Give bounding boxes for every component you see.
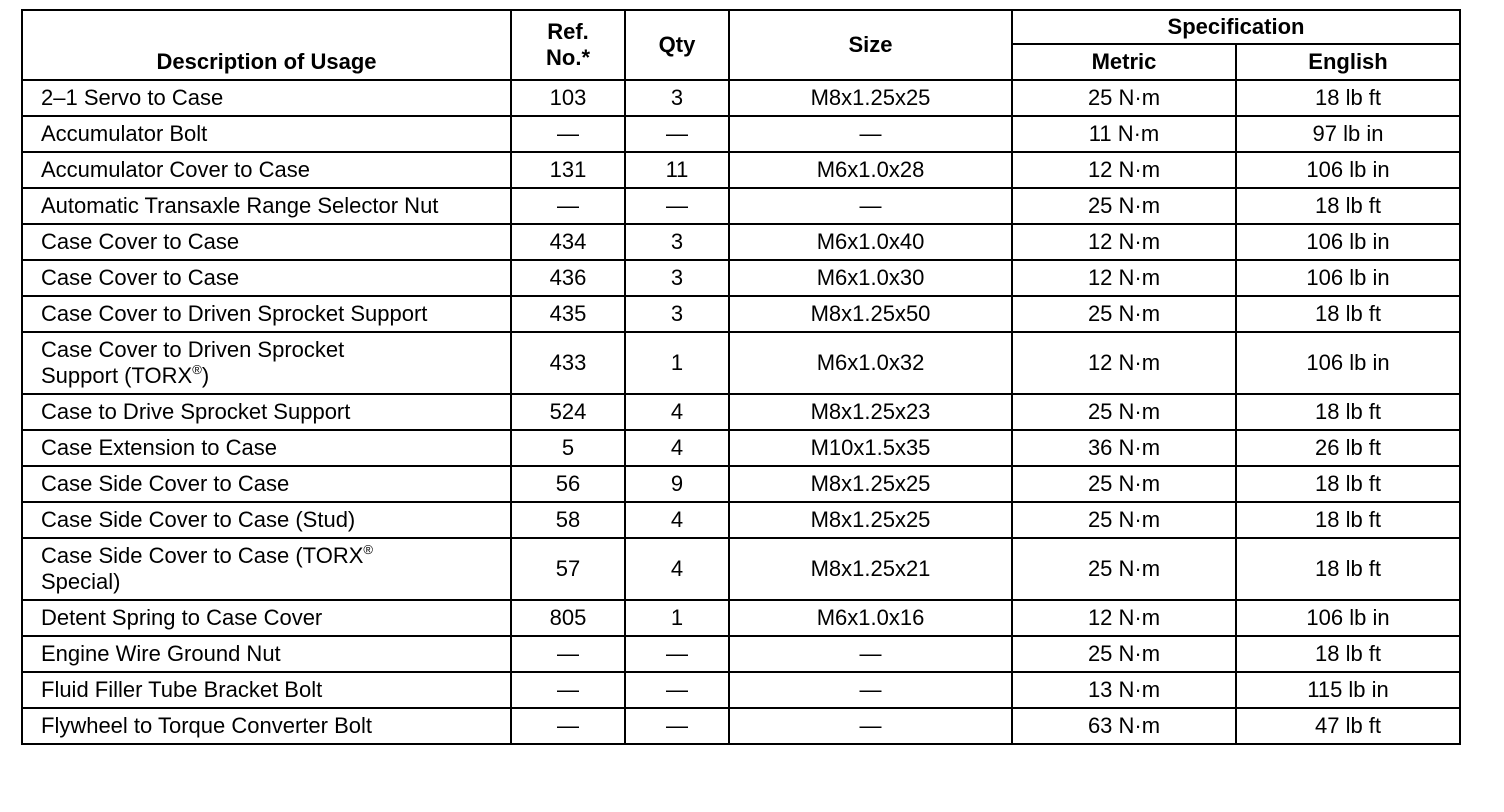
cell-qty: 3 (625, 80, 729, 116)
cell-qty: 1 (625, 332, 729, 394)
cell-qty: — (625, 188, 729, 224)
cell-size: M6x1.0x32 (729, 332, 1012, 394)
cell-metric: 12 N·m (1012, 260, 1236, 296)
header-ref-line1: Ref. (547, 19, 589, 44)
cell-description: Case Cover to Case (22, 260, 511, 296)
cell-ref: 433 (511, 332, 625, 394)
cell-size: — (729, 116, 1012, 152)
cell-metric: 25 N·m (1012, 502, 1236, 538)
table-row (22, 332, 1460, 394)
table-row (22, 394, 1460, 430)
cell-metric: 25 N·m (1012, 188, 1236, 224)
cell-size: — (729, 636, 1012, 672)
cell-english: 106 lb in (1236, 224, 1460, 260)
description-line1: Case Cover to Driven Sprocket (41, 337, 345, 362)
cell-metric: 12 N·m (1012, 332, 1236, 394)
cell-metric: 25 N·m (1012, 80, 1236, 116)
cell-qty: 4 (625, 502, 729, 538)
cell-ref: — (511, 708, 625, 744)
cell-english: 106 lb in (1236, 600, 1460, 636)
cell-ref: 5 (511, 430, 625, 466)
cell-ref: — (511, 188, 625, 224)
registered-mark: ® (192, 362, 202, 377)
table-row (22, 260, 1460, 296)
cell-qty: 3 (625, 224, 729, 260)
cell-ref: 435 (511, 296, 625, 332)
cell-description: Accumulator Bolt (22, 116, 511, 152)
cell-description: Detent Spring to Case Cover (22, 600, 511, 636)
cell-ref: — (511, 672, 625, 708)
cell-qty: 9 (625, 466, 729, 502)
description-line2: Support (TORX (41, 363, 193, 388)
table-row (22, 188, 1460, 224)
cell-size: M8x1.25x50 (729, 296, 1012, 332)
cell-english: 26 lb ft (1236, 430, 1460, 466)
cell-english: 18 lb ft (1236, 394, 1460, 430)
cell-size: M8x1.25x21 (729, 538, 1012, 600)
table-row (22, 636, 1460, 672)
cell-english: 106 lb in (1236, 260, 1460, 296)
table-row (22, 80, 1460, 116)
header-specification: Specification (1012, 10, 1460, 44)
cell-size: — (729, 188, 1012, 224)
cell-description: Flywheel to Torque Converter Bolt (22, 708, 511, 744)
cell-size: M10x1.5x35 (729, 430, 1012, 466)
cell-size: M8x1.25x25 (729, 502, 1012, 538)
cell-qty: — (625, 672, 729, 708)
table-row (22, 600, 1460, 636)
cell-description (22, 538, 511, 600)
cell-ref: — (511, 116, 625, 152)
cell-qty: 3 (625, 296, 729, 332)
table-row (22, 224, 1460, 260)
cell-qty: 3 (625, 260, 729, 296)
cell-ref: 805 (511, 600, 625, 636)
cell-description: Case Side Cover to Case (22, 466, 511, 502)
table-row (22, 152, 1460, 188)
cell-english: 115 lb in (1236, 672, 1460, 708)
cell-english: 97 lb in (1236, 116, 1460, 152)
cell-english: 18 lb ft (1236, 636, 1460, 672)
cell-description: Case Cover to Driven Sprocket Support (22, 296, 511, 332)
cell-qty: — (625, 116, 729, 152)
cell-metric: 12 N·m (1012, 152, 1236, 188)
header-ref-line2: No.* (546, 45, 590, 70)
header-metric: Metric (1012, 44, 1236, 80)
cell-english: 18 lb ft (1236, 502, 1460, 538)
cell-description: Automatic Transaxle Range Selector Nut (22, 188, 511, 224)
cell-description: Case to Drive Sprocket Support (22, 394, 511, 430)
cell-size: — (729, 672, 1012, 708)
cell-metric: 25 N·m (1012, 636, 1236, 672)
cell-description: Engine Wire Ground Nut (22, 636, 511, 672)
cell-ref: 57 (511, 538, 625, 600)
table-row (22, 430, 1460, 466)
description-end: ) (201, 363, 210, 388)
cell-ref: 131 (511, 152, 625, 188)
cell-metric: 25 N·m (1012, 538, 1236, 600)
header-english: English (1236, 44, 1460, 80)
cell-ref: 436 (511, 260, 625, 296)
cell-size: — (729, 708, 1012, 744)
cell-metric: 11 N·m (1012, 116, 1236, 152)
cell-description: Case Side Cover to Case (Stud) (22, 502, 511, 538)
cell-qty: 4 (625, 394, 729, 430)
cell-metric: 12 N·m (1012, 224, 1236, 260)
description-line2: Special) (41, 569, 121, 594)
cell-english: 18 lb ft (1236, 538, 1460, 600)
cell-qty: 11 (625, 152, 729, 188)
table-row (22, 538, 1460, 600)
header-size: Size (729, 10, 1012, 80)
header-row (22, 10, 1460, 44)
header-description: Description of Usage (22, 10, 511, 80)
cell-metric: 63 N·m (1012, 708, 1236, 744)
table-row (22, 296, 1460, 332)
cell-size: M6x1.0x30 (729, 260, 1012, 296)
cell-qty: — (625, 708, 729, 744)
cell-description: Case Extension to Case (22, 430, 511, 466)
header-qty: Qty (625, 10, 729, 80)
cell-description: 2–1 Servo to Case (22, 80, 511, 116)
cell-english: 106 lb in (1236, 152, 1460, 188)
cell-qty: — (625, 636, 729, 672)
cell-qty: 4 (625, 430, 729, 466)
fastener-spec-table (21, 9, 1461, 745)
cell-ref: — (511, 636, 625, 672)
cell-english: 47 lb ft (1236, 708, 1460, 744)
description-line1: Case Side Cover to Case (TORX (41, 543, 364, 568)
cell-qty: 1 (625, 600, 729, 636)
cell-ref: 56 (511, 466, 625, 502)
cell-ref: 434 (511, 224, 625, 260)
cell-description: Accumulator Cover to Case (22, 152, 511, 188)
cell-ref: 103 (511, 80, 625, 116)
cell-english: 18 lb ft (1236, 466, 1460, 502)
registered-mark: ® (363, 542, 373, 557)
cell-description (22, 332, 511, 394)
cell-english: 18 lb ft (1236, 80, 1460, 116)
cell-english: 18 lb ft (1236, 188, 1460, 224)
cell-size: M8x1.25x23 (729, 394, 1012, 430)
cell-size: M6x1.0x40 (729, 224, 1012, 260)
cell-size: M8x1.25x25 (729, 466, 1012, 502)
cell-qty: 4 (625, 538, 729, 600)
table-row (22, 116, 1460, 152)
cell-description: Fluid Filler Tube Bracket Bolt (22, 672, 511, 708)
header-ref-no (511, 10, 625, 80)
cell-size: M8x1.25x25 (729, 80, 1012, 116)
cell-ref: 524 (511, 394, 625, 430)
cell-description: Case Cover to Case (22, 224, 511, 260)
cell-metric: 25 N·m (1012, 466, 1236, 502)
cell-size: M6x1.0x16 (729, 600, 1012, 636)
cell-metric: 12 N·m (1012, 600, 1236, 636)
table-row (22, 672, 1460, 708)
table-row (22, 502, 1460, 538)
table-row (22, 708, 1460, 744)
cell-metric: 13 N·m (1012, 672, 1236, 708)
table-row (22, 466, 1460, 502)
cell-metric: 36 N·m (1012, 430, 1236, 466)
cell-metric: 25 N·m (1012, 394, 1236, 430)
cell-english: 106 lb in (1236, 332, 1460, 394)
cell-english: 18 lb ft (1236, 296, 1460, 332)
cell-size: M6x1.0x28 (729, 152, 1012, 188)
cell-ref: 58 (511, 502, 625, 538)
cell-metric: 25 N·m (1012, 296, 1236, 332)
